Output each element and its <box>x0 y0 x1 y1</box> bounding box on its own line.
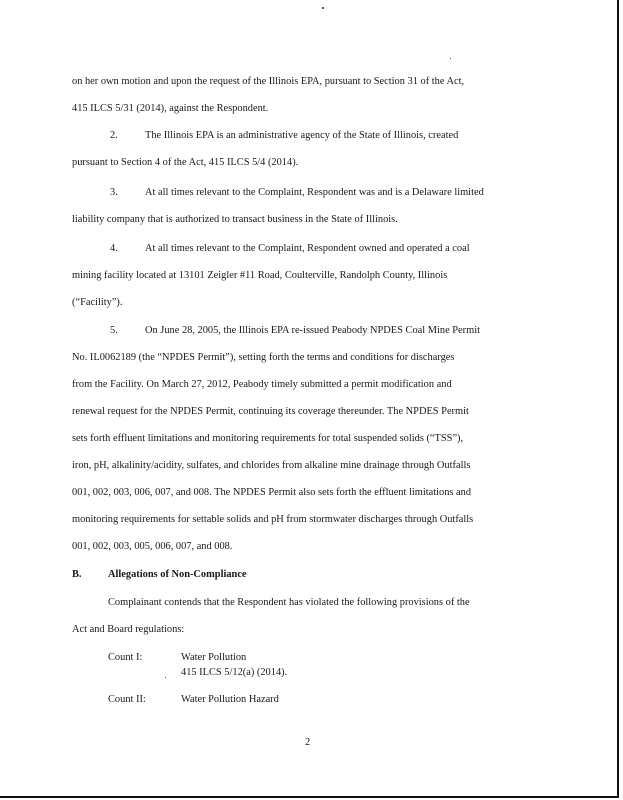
paragraph-3-line-1: liability company that is authorized to transact business in the State of Illinois. <box>72 214 398 225</box>
scan-border-right <box>617 0 619 798</box>
paragraph-5-line-8: 001, 002, 003, 005, 006, 007, and 008. <box>72 541 233 552</box>
paragraph-5-line-4: sets forth effluent limitations and monitoring requirements for total suspended solids (“TSS”), <box>72 433 464 444</box>
count-1-title: Water Pollution <box>181 652 247 663</box>
paragraph-2-line-1: pursuant to Section 4 of the Act, 415 ILCS 5/4 (2014). <box>72 157 299 168</box>
contention-line-2: Act and Board regulations: <box>72 624 185 635</box>
paragraph-3-number: 3. <box>110 187 118 198</box>
paragraph-2-number: 2. <box>110 130 118 141</box>
contention-line-1: Complainant contends that the Respondent has violated the following provisions of the <box>108 597 470 608</box>
scan-border-bottom <box>0 796 619 798</box>
section-b-title: Allegations of Non-Compliance <box>108 569 247 580</box>
scan-speck <box>322 7 324 9</box>
paragraph-4-line-2: (“Facility”). <box>72 297 123 308</box>
scan-speck <box>165 677 166 678</box>
paragraph-5-line-7: monitoring requirements for settable solids and pH from stormwater discharges through Outfalls <box>72 514 474 525</box>
section-b-letter: B. <box>72 569 82 580</box>
paragraph-3-first-line: At all times relevant to the Complaint, Respondent was and is a Delaware limited <box>145 187 484 198</box>
paragraph-5-line-1: No. IL0062189 (the “NPDES Permit”), setting forth the terms and conditions for discharges <box>72 352 455 363</box>
paragraph-5-first-line: On June 28, 2005, the Illinois EPA re-issued Peabody NPDES Coal Mine Permit <box>145 325 480 336</box>
count-1-label: Count I: <box>108 652 143 663</box>
paragraph-5-line-6: 001, 002, 003, 006, 007, and 008. The NPDES Permit also sets forth the effluent limitations and <box>72 487 472 498</box>
paragraph-5-number: 5. <box>110 325 118 336</box>
intro-line-2: 415 ILCS 5/31 (2014), against the Respondent. <box>72 103 269 114</box>
paragraph-5-line-2: from the Facility. On March 27, 2012, Peabody timely submitted a permit modification and <box>72 379 452 390</box>
scan-speck <box>450 58 451 59</box>
count-2-title: Water Pollution Hazard <box>181 694 279 705</box>
count-1-citation: 415 ILCS 5/12(a) (2014). <box>181 667 288 678</box>
paragraph-4-number: 4. <box>110 243 118 254</box>
paragraph-5-line-5: iron, pH, alkalinity/acidity, sulfates, and chlorides from alkaline mine drainage through Outfalls <box>72 460 471 471</box>
paragraph-4-first-line: At all times relevant to the Complaint, Respondent owned and operated a coal <box>145 243 470 254</box>
count-2-label: Count II: <box>108 694 146 705</box>
page-number: 2 <box>305 737 311 748</box>
intro-line-1: on her own motion and upon the request of the Illinois EPA, pursuant to Section 31 of the Act, <box>72 76 465 87</box>
paragraph-2-first-line: The Illinois EPA is an administrative agency of the State of Illinois, created <box>145 130 459 141</box>
paragraph-5-line-3: renewal request for the NPDES Permit, continuing its coverage thereunder. The NPDES Permit <box>72 406 469 417</box>
paragraph-4-line-1: mining facility located at 13101 Zeigler #11 Road, Coulterville, Randolph County, Illinois <box>72 270 448 281</box>
